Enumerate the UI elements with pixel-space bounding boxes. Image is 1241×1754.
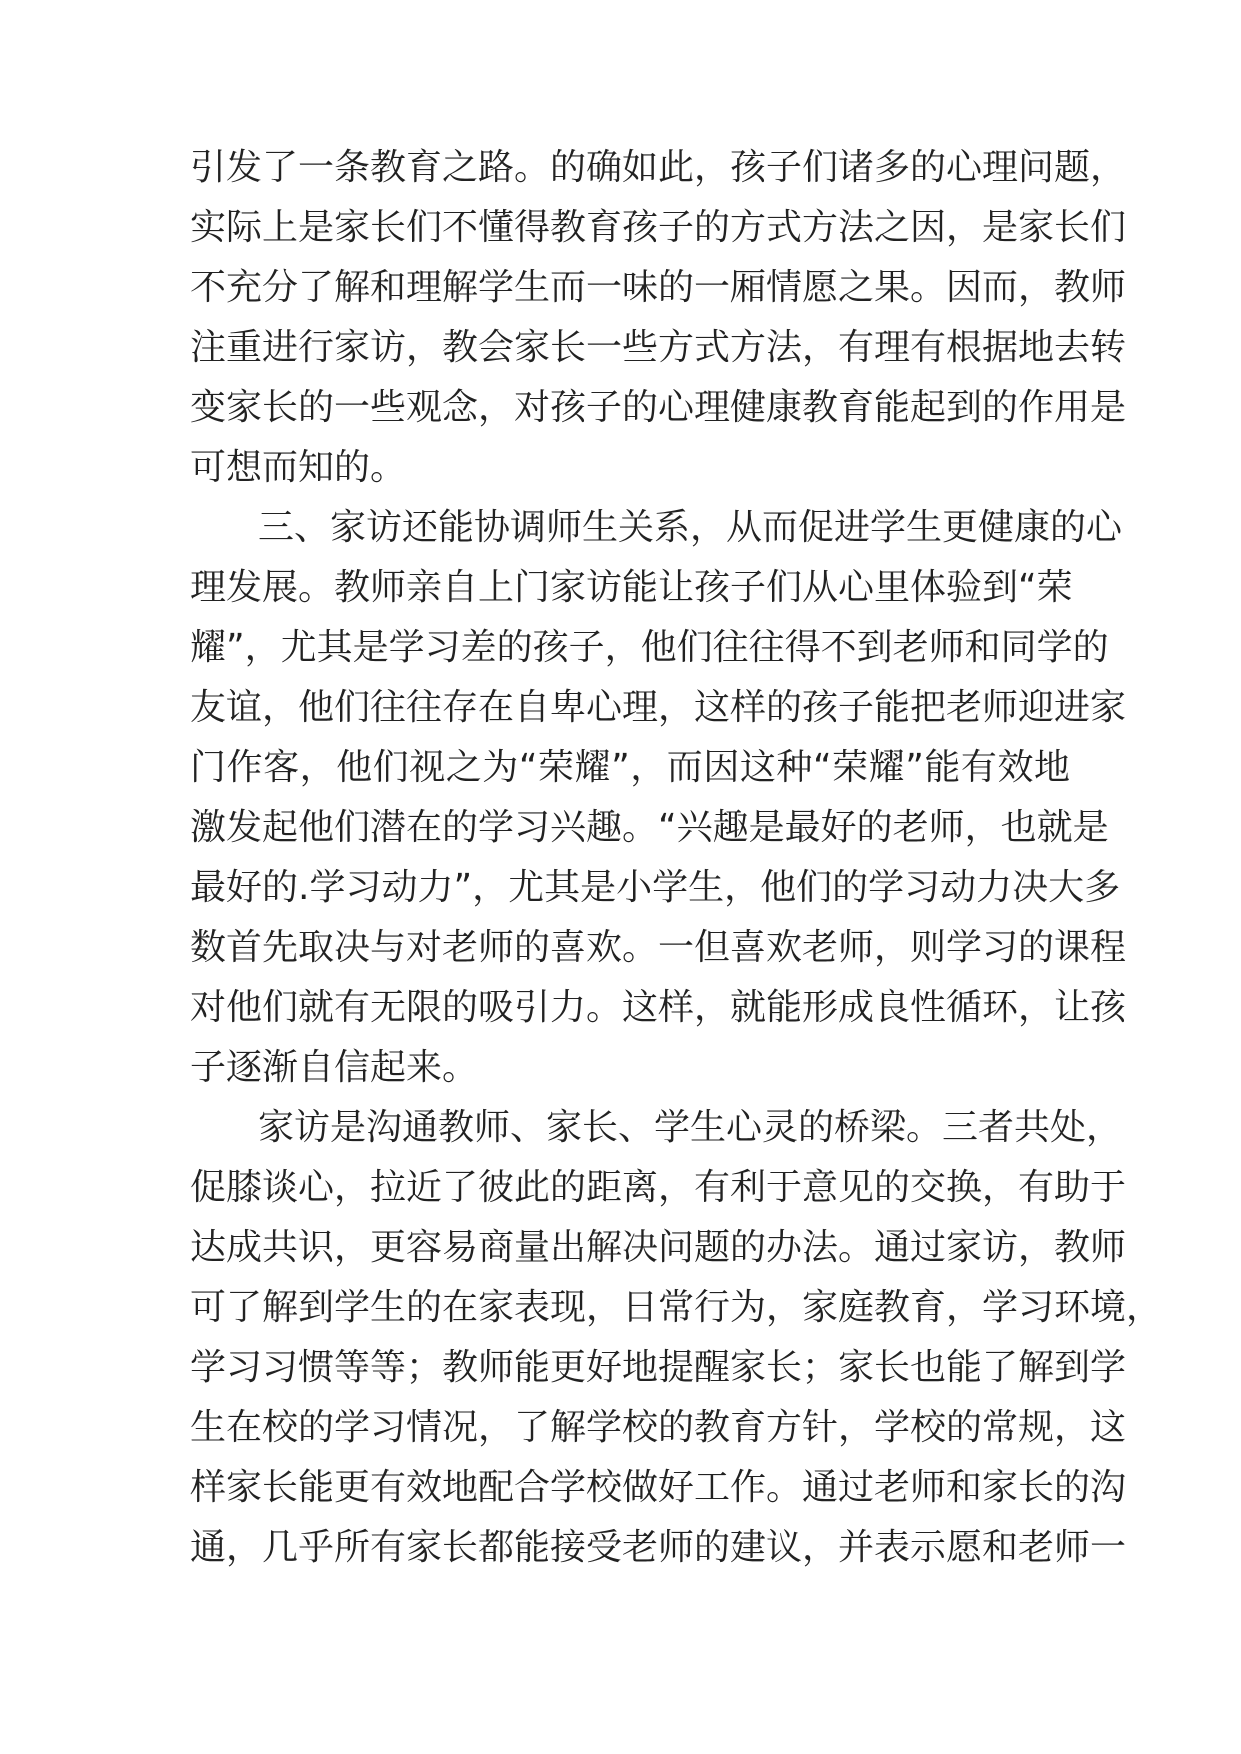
text-line: 门作客，他们视之为“荣耀”，而因这种“荣耀”能有效地 — [190, 747, 1070, 788]
text-line: 耀”，尤其是学习差的孩子，他们往往得不到老师和同学的 — [190, 627, 1109, 668]
text-line: 促膝谈心，拉近了彼此的距离，有利于意见的交换，有助于 — [190, 1167, 1127, 1208]
text-line: 通，几乎所有家长都能接受老师的建议，并表示愿和老师一 — [190, 1527, 1127, 1568]
text-line: 学习习惯等等；教师能更好地提醒家长；家长也能了解到学 — [190, 1347, 1127, 1388]
text-line: 变家长的一些观念，对孩子的心理健康教育能起到的作用是 — [190, 387, 1127, 428]
text-line: 可了解到学生的在家表现，日常行为，家庭教育，学习环境， — [190, 1287, 1163, 1328]
text-line: 数首先取决与对老师的喜欢。一但喜欢老师，则学习的课程 — [190, 927, 1127, 968]
text-line: 可想而知的。 — [190, 447, 407, 488]
text-line: 样家长能更有效地配合学校做好工作。通过老师和家长的沟 — [190, 1467, 1127, 1508]
paragraph-start-line: 三、家访还能协调师生关系，从而促进学生更健康的心 — [258, 507, 1123, 548]
text-line: 友谊，他们往往存在自卑心理，这样的孩子能把老师迎进家 — [190, 687, 1127, 728]
text-line: 引发了一条教育之路。的确如此，孩子们诸多的心理问题， — [190, 147, 1127, 188]
text-line: 理发展。教师亲自上门家访能让孩子们从心里体验到“荣 — [190, 567, 1073, 608]
text-line: 达成共识，更容易商量出解决问题的办法。通过家访，教师 — [190, 1227, 1127, 1268]
text-line: 注重进行家访，教会家长一些方式方法，有理有根据地去转 — [190, 327, 1127, 368]
text-line: 对他们就有无限的吸引力。这样，就能形成良性循环，让孩 — [190, 987, 1127, 1028]
text-line: 子逐渐自信起来。 — [190, 1047, 479, 1088]
text-line: 生在校的学习情况，了解学校的教育方针，学校的常规，这 — [190, 1407, 1127, 1448]
paragraph-start-line: 家访是沟通教师、家长、学生心灵的桥梁。三者共处， — [258, 1107, 1123, 1148]
text-line: 激发起他们潜在的学习兴趣。“兴趣是最好的老师，也就是 — [190, 807, 1109, 848]
text-line: 不充分了解和理解学生而一味的一厢情愿之果。因而，教师 — [190, 267, 1127, 308]
text-line: 最好的.学习动力”，尤其是小学生，他们的学习动力决大多 — [190, 867, 1121, 908]
text-line: 实际上是家长们不懂得教育孩子的方式方法之因，是家长们 — [190, 207, 1127, 248]
